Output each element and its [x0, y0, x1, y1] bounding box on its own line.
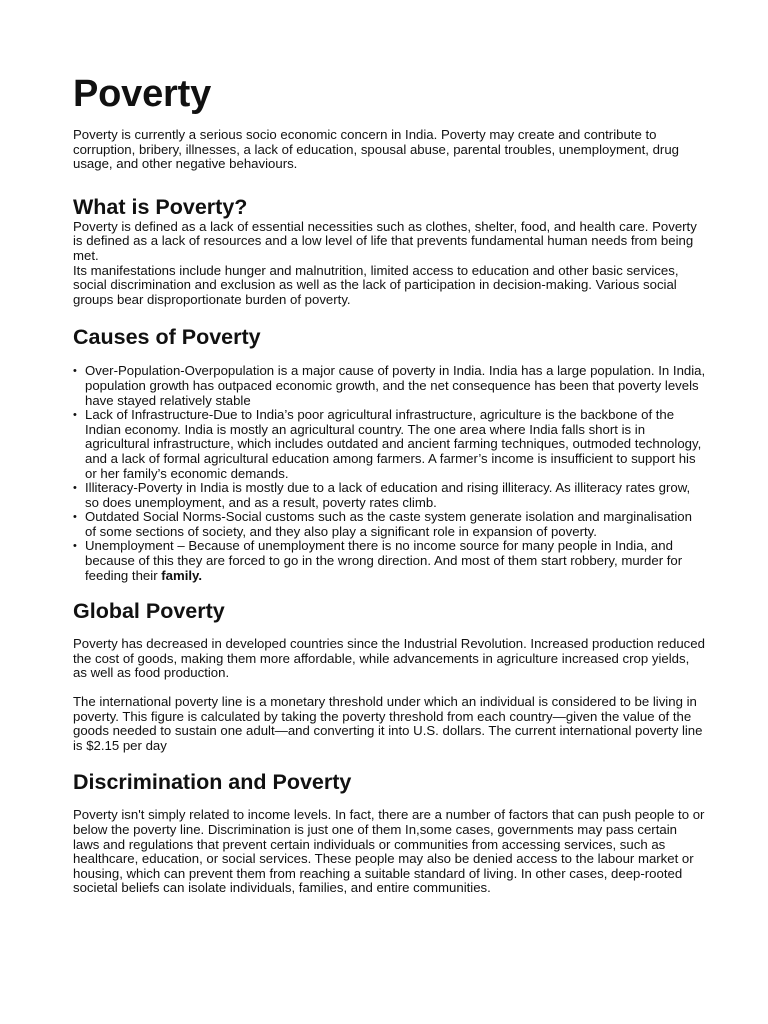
paragraph: as well as food production. — [73, 665, 230, 681]
paragraph: Poverty has decreased in developed countries since the Industrial Revolution. Increased production reduced the cost of goods, making them more affordable, while advancements in agriculture increased crop yields, — [73, 636, 705, 666]
paragraph: Poverty isn't simply related to income levels. In fact, there are a number of factors that can push people to or below the poverty line. Discrimination is just one of them In,some cases, governments may pass certain laws and regulations that prevent certain individuals or communities from accessing services, such as healthcare, education, or social services. These people may also be denied access to the labour market or housing, which can prevent them from reaching a suitable standard of living. In other cases, deep-rooted societal beliefs can isolate individuals, families, and entire communities. — [73, 807, 705, 896]
section-global-poverty — [73, 598, 706, 753]
causes-list — [73, 364, 706, 583]
paragraph: Poverty is defined as a lack of essential necessities such as clothes, shelter, food, and health care. Poverty is defined as a lack of resources and a low level of life that prevents fundamental human needs from being met. — [73, 218, 697, 263]
section-heading: Causes of Poverty — [73, 325, 261, 350]
page-title: Poverty — [73, 73, 212, 115]
bold-word: family. — [161, 567, 203, 583]
section-heading: Discrimination and Poverty — [73, 770, 352, 795]
section-heading: What is Poverty? — [73, 194, 248, 219]
paragraph: Its manifestations include hunger and malnutrition, limited access to education and other basic services, social discrimination and exclusion as well as the lack of participation in decision-making. Various social groups bear disproportionate burden of poverty. — [73, 262, 679, 307]
list-item: • Outdated Social Norms-Social customs such as the caste system generate isolation and marginalisation of some sections of society, and they also play a significant role in expansion of poverty. — [73, 510, 706, 539]
list-item: • Over-Population-Overpopulation is a major cause of poverty in India. India has a large population. In India, population growth has outpaced economic growth, and the net consequence has been that poverty levels have stayed relatively stable — [73, 364, 706, 408]
section-heading: Global Poverty — [73, 599, 225, 624]
section-discrimination-and-poverty — [73, 769, 706, 896]
section-what-is-poverty — [73, 194, 706, 308]
list-item-text: Unemployment – Because of unemployment there is no income source for many people in India, and because of this they are forced to go in the wrong direction. And most of them start robbery, murder for feeding their — [85, 538, 683, 583]
paragraph: The international poverty line is a monetary threshold under which an individual is considered to be living in poverty. This figure is calculated by taking the poverty threshold from each country—given the value of the goods needed to sustain one adult—and converting it into U.S. dollars. The current international poverty line is $2.15 per day — [73, 694, 703, 753]
section-causes-of-poverty — [73, 324, 706, 583]
intro-paragraph: Poverty is currently a serious socio economic concern in India. Poverty may create and contribute to corruption, bribery, illnesses, a lack of education, spousal abuse, parental troubles, unemployment, drug usage, and other negative behaviours. — [73, 127, 679, 172]
list-item: • Lack of Infrastructure-Due to India’s poor agricultural infrastructure, agriculture is the backbone of the Indian economy. India is mostly an agricultural country. The one area where India falls short is in agricultural infrastructure, which includes outdated and ancient farming techniques, outmoded technology, and a lack of formal agricultural education among farmers. A farmer’s income is insufficient to support his or her family’s economic demands. — [73, 408, 706, 481]
list-item — [73, 539, 706, 583]
list-item: • Illiteracy-Poverty in India is mostly due to a lack of education and rising illiteracy. As illiteracy rates grow, so does unemployment, and as a result, poverty rates climb. — [73, 481, 706, 510]
